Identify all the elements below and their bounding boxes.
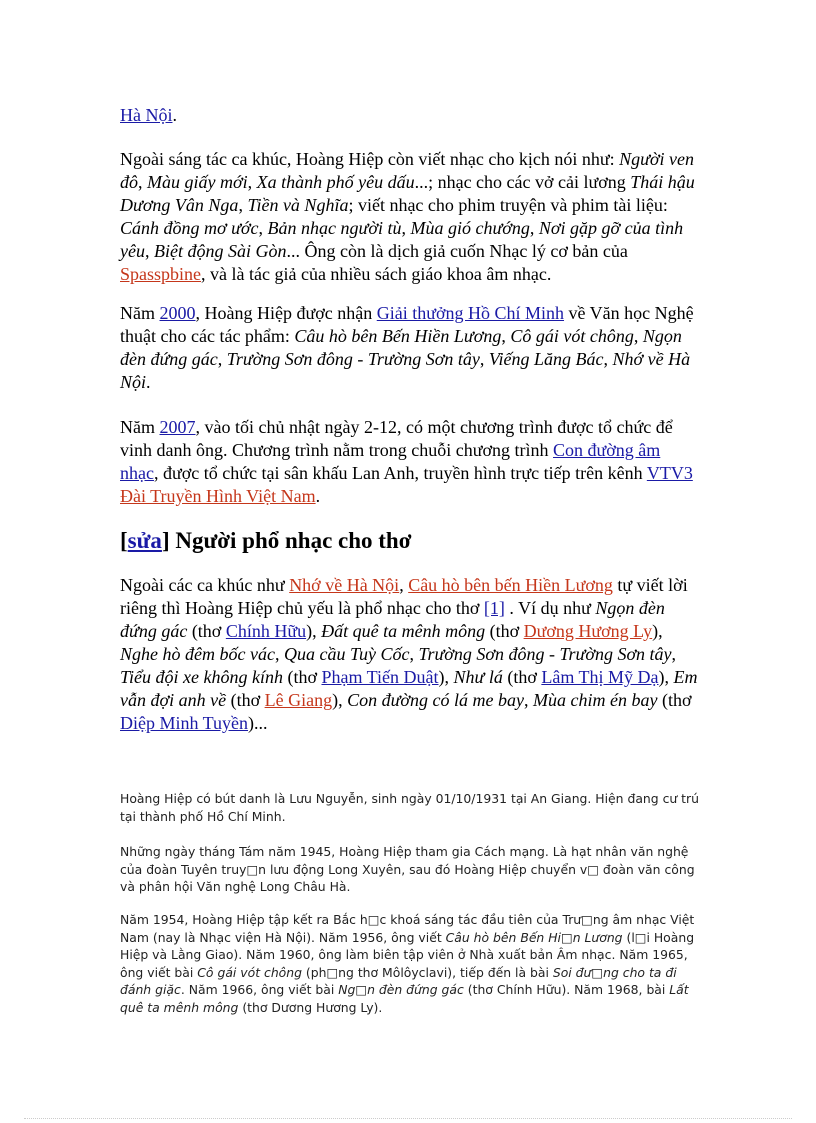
link-dai-truyen-hinh[interactable]: Đài Truyền Hình Việt Nam [120, 486, 316, 506]
link-year-2000[interactable]: 2000 [159, 303, 196, 323]
paragraph-poetry-songs: Ngoài các ca khúc như Nhớ về Hà Nội, Câu hò bên bến Hiền Lương tự viết lời riêng thì Hoàng Hiệp chủ yếu là phổ nhạc cho thơ [1] . Ví dụ như Ngọn đèn đứng gác (thơ Chính Hữu), Đất quê ta mênh mông (thơ Dương Hương Ly), Nghe hò đêm bốc vác, Qua cầu Tuỳ Cốc, Trường Sơn đông - Trường Sơn tây, Tiểu đội xe không kính (thơ Phạm Tiến Duật), Như lá (thơ Lâm Thị Mỹ Dạ), Em vẫn đợi anh về (thơ Lê Giang), Con đường có lá me bay, Mùa chim én bay (thơ Diệp Minh Tuyền)... [120, 575, 698, 733]
paragraph-event-2007: Năm 2007, vào tối chủ nhật ngày 2-12, có một chương trình được tổ chức để vinh danh ông. Chương trình nằm trong chuỗi chương trình Con đường âm nhạc, được tổ chức tại sân khấu Lan Anh, truyền hình trực tiếp trên kênh VTV3 Đài Truyền Hình Việt Nam. [120, 417, 693, 506]
link-chinh-huu[interactable]: Chính Hữu [225, 621, 307, 641]
reference-link-1[interactable]: [1] [483, 598, 505, 618]
bio-paragraph-2: Những ngày tháng Tám năm 1945, Hoàng Hiệp tham gia Cách mạng. Là hạt nhân văn nghệ của đoàn Tuyên truy□n lưu động Long Xuyên, sau đó Hoàng Hiệp chuyển v□ đoàn văn công và phân hội Văn nghệ Long Châu Hà. [120, 844, 695, 894]
edit-section-link[interactable]: sửa [127, 528, 162, 553]
section-heading: [sửa] Người phổ nhạc cho thơ [120, 528, 412, 553]
link-year-2007[interactable]: 2007 [159, 417, 196, 437]
link-ha-noi[interactable]: Hà Nội [120, 105, 173, 125]
paragraph-other-works: Ngoài sáng tác ca khúc, Hoàng Hiệp còn viết nhạc cho kịch nói như: Người ven đô, Màu giấy mới, Xa thành phố yêu dấu...; nhạc cho các vở cải lương Thái hậu Dương Vân Nga, Tiền và Nghĩa; viết nhạc cho phim truyện và phim tài liệu: Cánh đồng mơ ước, Bản nhạc người tù, Mùa gió chướng, Nơi gặp gỡ của tình yêu, Biệt động Sài Gòn... Ông còn là dịch giả cuốn Nhạc lý cơ bản của Spasspbine, và là tác giả của nhiều sách giáo khoa âm nhạc. [120, 149, 695, 284]
link-spasspbine[interactable]: Spasspbine [120, 264, 201, 284]
page-bottom-divider [24, 1118, 792, 1119]
link-pham-tien-duat[interactable]: Phạm Tiến Duật [321, 667, 439, 687]
paragraph-intro-end: Hà Nội. [120, 105, 177, 125]
link-con-duong-am-nhac[interactable]: Con đường âm nhạc [120, 440, 661, 483]
link-le-giang[interactable]: Lê Giang [264, 690, 333, 710]
bio-paragraph-3: Năm 1954, Hoàng Hiệp tập kết ra Bắc h□c khoá sáng tác đầu tiên của Trư□ng âm nhạc Việt Nam (nay là Nhạc viện Hà Nội). Năm 1956, ông viết Câu hò bên Bến Hi□n Lương (l□i Hoàng Hiệp và Lằng Giao). Năm 1960, ông làm biên tập viên ở Nhà xuất bản Âm nhạc. Năm 1965, ông viết bài Cô gái vót chông (ph□ng thơ Môlôyclavi), tiếp đến là bài Soi đư□ng cho ta đi đánh giặc. Năm 1966, ông viết bài Ng□n đèn đứng gác (thơ Chính Hữu). Năm 1968, bài Lất quê ta mênh mông (thơ Dương Hương Ly). [120, 912, 695, 1015]
link-diep-minh-tuyen[interactable]: Diệp Minh Tuyền [120, 713, 249, 733]
bio-paragraph-1: Hoàng Hiệp có bút danh là Lưu Nguyễn, sinh ngày 01/10/1931 tại An Giang. Hiện đang cư trú tại thành phố Hồ Chí Minh. [120, 791, 699, 824]
link-lam-thi-my-da[interactable]: Lâm Thị Mỹ Dạ [541, 667, 659, 687]
link-duong-huong-ly[interactable]: Dương Hương Ly [523, 621, 653, 641]
link-ho-chi-minh-prize[interactable]: Giải thưởng Hồ Chí Minh [376, 303, 565, 323]
link-vtv3[interactable]: VTV3 [646, 463, 693, 483]
link-nho-ve-ha-noi[interactable]: Nhớ về Hà Nội [289, 575, 400, 595]
paragraph-award-2000: Năm 2000, Hoàng Hiệp được nhận Giải thưởng Hồ Chí Minh về Văn học Nghệ thuật cho các tác phẩm: Câu hò bên Bến Hiền Lương, Cô gái vót chông, Ngọn đèn đứng gác, Trường Sơn đông - Trường Sơn tây, Viếng Lăng Bác, Nhớ về Hà Nội. [120, 303, 694, 392]
link-cau-ho-ben-ben-hien-luong[interactable]: Câu hò bên bến Hiền Lương [408, 575, 613, 595]
